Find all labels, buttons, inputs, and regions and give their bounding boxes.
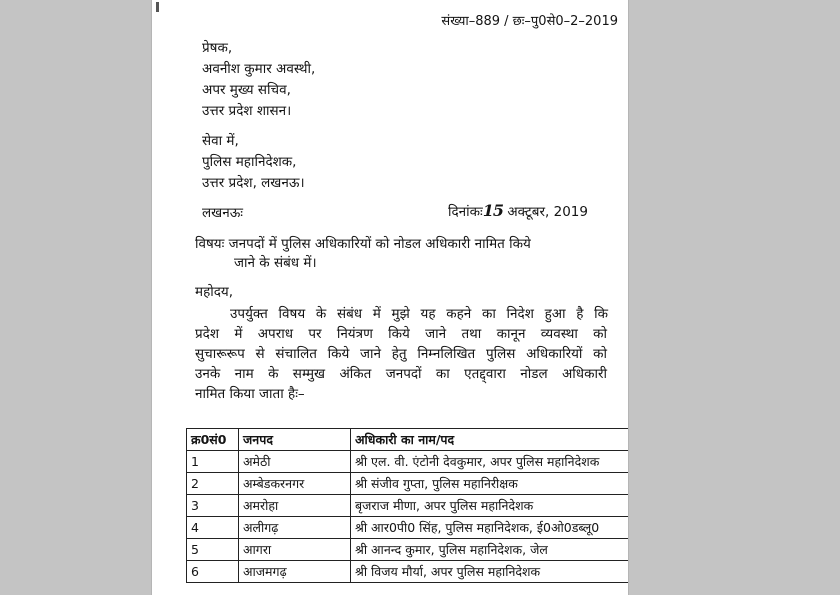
body-line: नामित किया जाता हैः– [195, 386, 305, 402]
body-line: प्रदेश में अपराध पर नियंत्रण किये जाने तथा कानून व्यवस्था को [195, 326, 607, 342]
header-district: जनपद [239, 429, 351, 451]
cell-serial: 2 [187, 473, 239, 495]
cell-district: अलीगढ़ [239, 517, 351, 539]
sender-office: उत्तर प्रदेश शासन। [202, 103, 292, 119]
cell-officer: श्री विजय मौर्या, अपर पुलिस महानिदेशक [351, 561, 629, 583]
punch-mark [156, 2, 159, 12]
cell-district: अमेठी [239, 451, 351, 473]
table-row [187, 473, 629, 495]
recipient-designation: पुलिस महानिदेशक, [202, 154, 297, 170]
header-serial: क्र0सं0 [187, 429, 239, 451]
reference-number: संख्या–889 / छः–पु0से0–2–2019 [441, 14, 618, 29]
table-row [187, 561, 629, 583]
cell-serial: 1 [187, 451, 239, 473]
table-header-row [187, 429, 629, 451]
table-row [187, 539, 629, 561]
nodal-officers-table [186, 428, 628, 583]
cell-officer: श्री एल. वी. एंटोनी देवकुमार, अपर पुलिस महानिदेशक [351, 451, 629, 473]
cell-officer: बृजराज मीणा, अपर पुलिस महानिदेशक [351, 495, 629, 517]
letter-page [152, 0, 628, 595]
cell-serial: 5 [187, 539, 239, 561]
subject-line-2: जाने के संबंध में। [234, 255, 317, 271]
letter-date [448, 203, 588, 220]
sender-label: प्रेषक, [202, 40, 233, 56]
table-row [187, 451, 629, 473]
header-officer: अधिकारी का नाम/पद [351, 429, 629, 451]
cell-serial: 6 [187, 561, 239, 583]
table-row [187, 517, 629, 539]
cell-district: अमरोहा [239, 495, 351, 517]
table-row [187, 495, 629, 517]
cell-district: आगरा [239, 539, 351, 561]
body-line: उनके नाम के सम्मुख अंकित जनपदों का एतद्द्वारा नोडल अधिकारी [195, 366, 607, 382]
cell-officer: श्री संजीव गुप्ता, पुलिस महानिरीक्षक [351, 473, 629, 495]
cell-district: आजमगढ़ [239, 561, 351, 583]
recipient-location: उत्तर प्रदेश, लखनऊ। [202, 175, 305, 191]
sender-name: अवनीश कुमार अवस्थी, [202, 61, 316, 77]
cell-district: अम्बेडकरनगर [239, 473, 351, 495]
cell-officer: श्री आनन्द कुमार, पुलिस महानिदेशक, जेल [351, 539, 629, 561]
date-month-year: अक्टूबर, 2019 [507, 204, 588, 220]
date-label: दिनांकः [448, 204, 483, 220]
date-day-handwritten: 15 [482, 201, 504, 220]
letter-place: लखनऊः [202, 205, 244, 221]
subject-line-1: विषयः जनपदों में पुलिस अधिकारियों को नोडल अधिकारी नामित किये [195, 236, 531, 252]
salutation: महोदय, [195, 284, 234, 300]
recipient-label: सेवा में, [202, 133, 239, 149]
cell-officer: श्री आर0पी0 सिंह, पुलिस महानिदेशक, ई0ओ0डब्लू0 [351, 517, 629, 539]
sender-designation: अपर मुख्य सचिव, [202, 82, 291, 98]
body-line: उपर्युक्त विषय के संबंध में मुझे यह कहने का निदेश हुआ है कि [230, 306, 608, 322]
cell-serial: 3 [187, 495, 239, 517]
cell-serial: 4 [187, 517, 239, 539]
body-line: सुचारूरूप से संचालित किये जाने हेतु निम्नलिखित पुलिस अधिकारियों को [195, 346, 607, 362]
